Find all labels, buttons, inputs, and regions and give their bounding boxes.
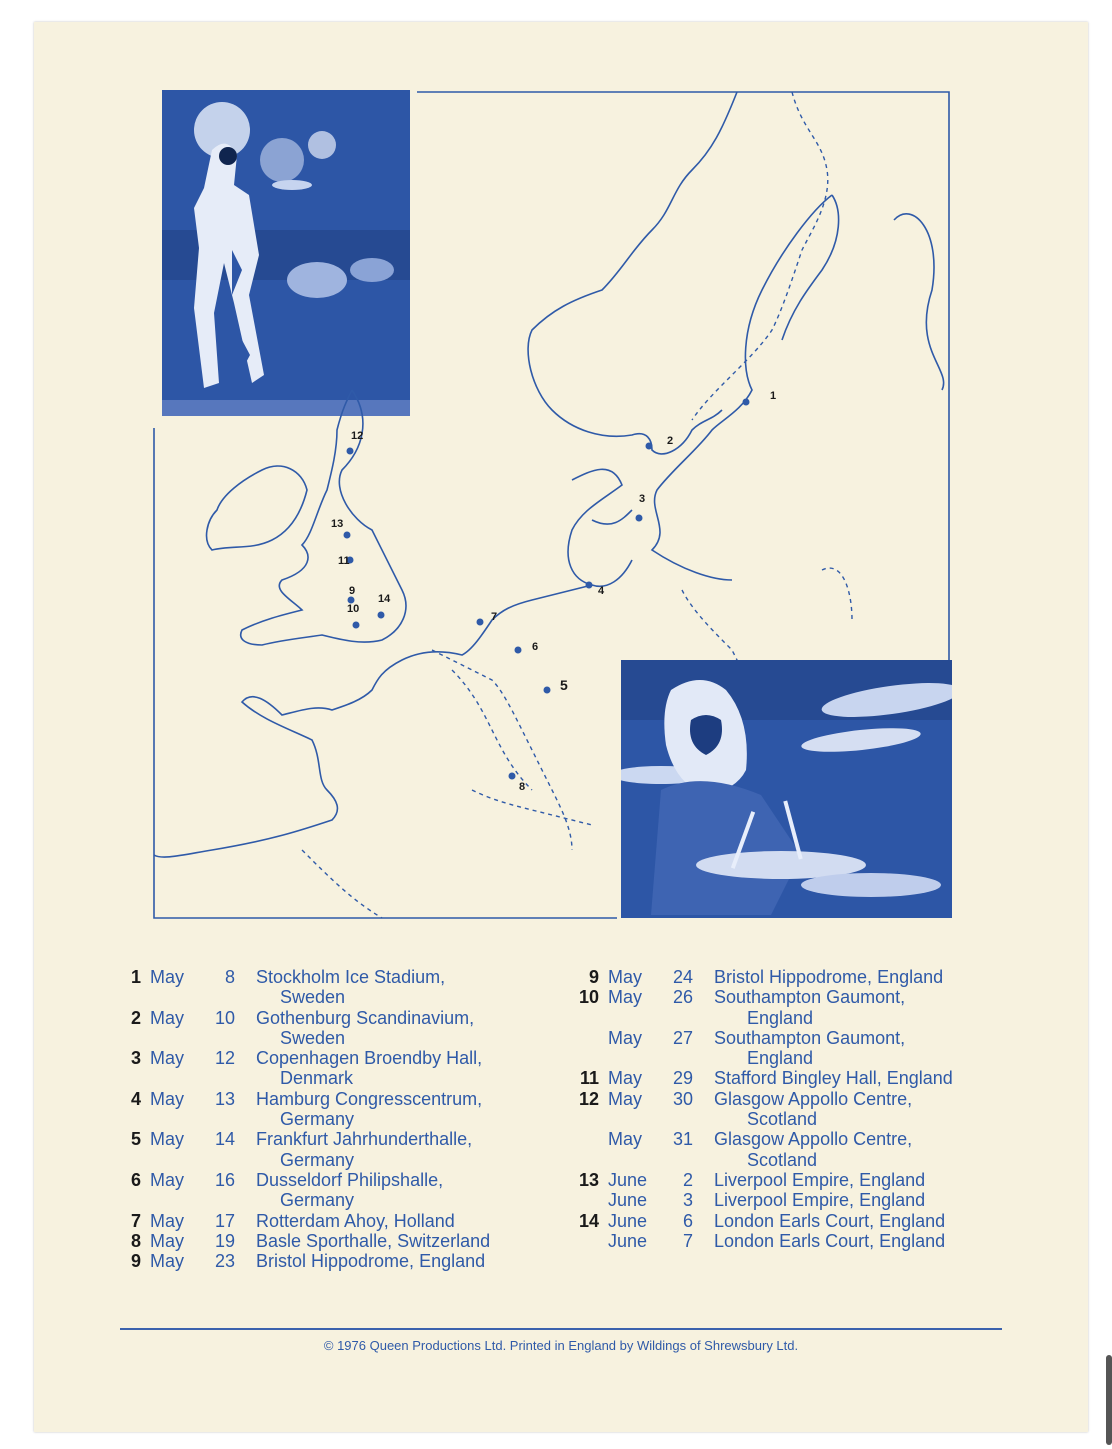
concert-number: 11 (579, 1068, 599, 1089)
concert-day: 8 (224, 967, 235, 987)
concert-month: May (608, 1068, 643, 1089)
concert-venue: Bristol Hippodrome, England (714, 967, 944, 987)
footer-rule (120, 1328, 1002, 1330)
map-marker: 1 (770, 390, 777, 402)
concert-month: May (608, 987, 643, 1008)
schedule-row (121, 1170, 551, 1190)
concert-month: May (150, 1251, 185, 1272)
concert-number: 14 (579, 1210, 600, 1231)
concert-month: May (608, 1088, 643, 1109)
schedule-row-continuation (121, 1068, 551, 1088)
concert-month: June (608, 1169, 648, 1190)
schedule-row (579, 1068, 1019, 1088)
map-marker: 9 (349, 585, 356, 597)
schedule-row (121, 967, 551, 987)
concert-country: Germany (280, 1149, 355, 1170)
concert-day: 17 (214, 1210, 235, 1231)
concert-country: Scotland (747, 1149, 818, 1170)
concert-day: 23 (214, 1251, 235, 1272)
concert-venue: Liverpool Empire, England (714, 1169, 926, 1190)
concert-day: 27 (672, 1027, 693, 1048)
concert-month: June (608, 1230, 648, 1251)
concert-country: Germany (280, 1109, 355, 1130)
concert-venue: Basle Sporthalle, Switzerland (256, 1230, 491, 1251)
schedule-row (579, 1211, 1019, 1231)
concert-day: 13 (214, 1088, 235, 1109)
concert-venue: Liverpool Empire, England (714, 1190, 926, 1211)
schedule-row-continuation (579, 1109, 1019, 1129)
schedule-row-continuation (579, 1008, 1019, 1028)
concert-venue: Bristol Hippodrome, England (256, 1251, 486, 1272)
concert-country: England (747, 1048, 814, 1069)
tour-schedule-right (579, 967, 1019, 1251)
concert-venue: London Earls Court, England (714, 1210, 946, 1231)
schedule-row (121, 1211, 551, 1231)
map-marker: 8 (519, 781, 526, 793)
concert-day: 7 (682, 1230, 693, 1251)
schedule-row (121, 1089, 551, 1109)
concert-country: England (747, 1007, 814, 1028)
concert-country: Germany (280, 1190, 355, 1211)
concert-number: 6 (130, 1169, 141, 1190)
schedule-row (579, 1231, 1019, 1251)
schedule-row-continuation (121, 1150, 551, 1170)
concert-number (579, 1190, 599, 1210)
schedule-row (121, 1251, 551, 1271)
concert-month: May (150, 1048, 185, 1069)
concert-number: 7 (130, 1210, 141, 1231)
concert-venue: Dusseldorf Philipshalle, (256, 1169, 444, 1190)
concert-day: 14 (214, 1129, 235, 1150)
concert-venue: Copenhagen Broendby Hall, (256, 1048, 483, 1069)
schedule-row (579, 1190, 1019, 1210)
concert-day: 10 (214, 1007, 235, 1028)
copyright-notice: © 1976 Queen Productions Ltd. Printed in England by Wildings of Shrewsbury Ltd. (323, 1338, 799, 1353)
drummer-photo (621, 660, 952, 918)
concert-month: June (608, 1190, 648, 1211)
schedule-row (579, 1089, 1019, 1109)
concert-day: 3 (682, 1190, 693, 1211)
schedule-row (579, 987, 1019, 1007)
schedule-row-continuation (579, 1048, 1019, 1068)
schedule-row (579, 1129, 1019, 1149)
concert-day: 31 (672, 1129, 693, 1150)
map-marker: 10 (347, 603, 360, 615)
concert-month: May (150, 1007, 185, 1028)
concert-day: 29 (672, 1068, 693, 1089)
tour-schedule-left (121, 967, 551, 1271)
schedule-row-continuation (121, 987, 551, 1007)
schedule-row (579, 1170, 1019, 1190)
concert-venue: Stockholm Ice Stadium, (256, 967, 446, 987)
concert-day: 19 (214, 1230, 235, 1251)
concert-number (579, 1129, 599, 1149)
concert-country: Denmark (280, 1068, 354, 1089)
map-marker: 6 (532, 641, 539, 653)
map-marker: 13 (331, 518, 344, 530)
map-marker: 4 (598, 585, 605, 597)
concert-month: May (608, 1027, 643, 1048)
concert-venue: London Earls Court, England (714, 1230, 946, 1251)
concert-number (579, 1231, 599, 1251)
concert-month: May (608, 967, 643, 987)
concert-month: May (608, 1129, 643, 1150)
concert-month: May (150, 1210, 185, 1231)
concert-day: 2 (682, 1169, 693, 1190)
concert-day: 6 (682, 1210, 693, 1231)
map-marker: 14 (378, 593, 391, 605)
scrollbar-thumb[interactable] (1106, 1355, 1112, 1445)
concert-country: Scotland (747, 1109, 818, 1130)
map-marker: 12 (351, 430, 364, 442)
concert-month: May (150, 1169, 185, 1190)
concert-month: May (150, 1230, 185, 1251)
concert-number: 10 (579, 987, 600, 1008)
concert-number: 1 (130, 967, 141, 987)
map-marker: 5 (560, 677, 568, 693)
concert-venue: Gothenburg Scandinavium, (256, 1007, 475, 1028)
map-marker: 7 (491, 611, 498, 623)
concert-country: Sweden (280, 1027, 346, 1048)
schedule-row (121, 1008, 551, 1028)
concert-day: 24 (672, 967, 693, 987)
concert-venue: Hamburg Congresscentrum, (256, 1088, 483, 1109)
concert-month: June (608, 1210, 648, 1231)
concert-venue: Frankfurt Jahrhunderthalle, (256, 1129, 473, 1150)
concert-number: 13 (579, 1169, 600, 1190)
concert-number: 5 (130, 1129, 141, 1150)
concert-day: 26 (672, 987, 693, 1008)
concert-venue: Stafford Bingley Hall, England (714, 1068, 953, 1089)
concert-number: 12 (579, 1088, 600, 1109)
concert-day: 30 (672, 1088, 693, 1109)
concert-number: 9 (588, 967, 599, 987)
concert-number: 2 (130, 1007, 141, 1028)
schedule-row (121, 1129, 551, 1149)
schedule-row (121, 1048, 551, 1068)
concert-venue: Southampton Gaumont, (714, 987, 906, 1008)
concert-number: 9 (130, 1251, 141, 1272)
program-page (34, 22, 1088, 1432)
schedule-row (579, 1028, 1019, 1048)
concert-venue: Southampton Gaumont, (714, 1027, 906, 1048)
concert-number: 8 (130, 1230, 141, 1251)
concert-day: 16 (214, 1169, 235, 1190)
map-marker: 2 (667, 435, 674, 447)
schedule-row-continuation (121, 1109, 551, 1129)
schedule-row (121, 1231, 551, 1251)
concert-number: 4 (130, 1088, 141, 1109)
map-marker: 3 (639, 493, 646, 505)
concert-venue: Rotterdam Ahoy, Holland (256, 1210, 455, 1231)
concert-month: May (150, 1129, 185, 1150)
concert-venue: Glasgow Appollo Centre, (714, 1088, 913, 1109)
concert-day: 12 (214, 1048, 235, 1069)
concert-month: May (150, 967, 185, 987)
schedule-row-continuation (121, 1028, 551, 1048)
schedule-row-continuation (579, 1150, 1019, 1170)
concert-month: May (150, 1088, 185, 1109)
map-marker: 11 (338, 555, 350, 567)
concert-number: 3 (130, 1048, 141, 1069)
schedule-row-continuation (121, 1190, 551, 1210)
concert-number (579, 1028, 599, 1048)
concert-country: Sweden (280, 987, 346, 1008)
concert-venue: Glasgow Appollo Centre, (714, 1129, 913, 1150)
schedule-row (579, 967, 1019, 987)
